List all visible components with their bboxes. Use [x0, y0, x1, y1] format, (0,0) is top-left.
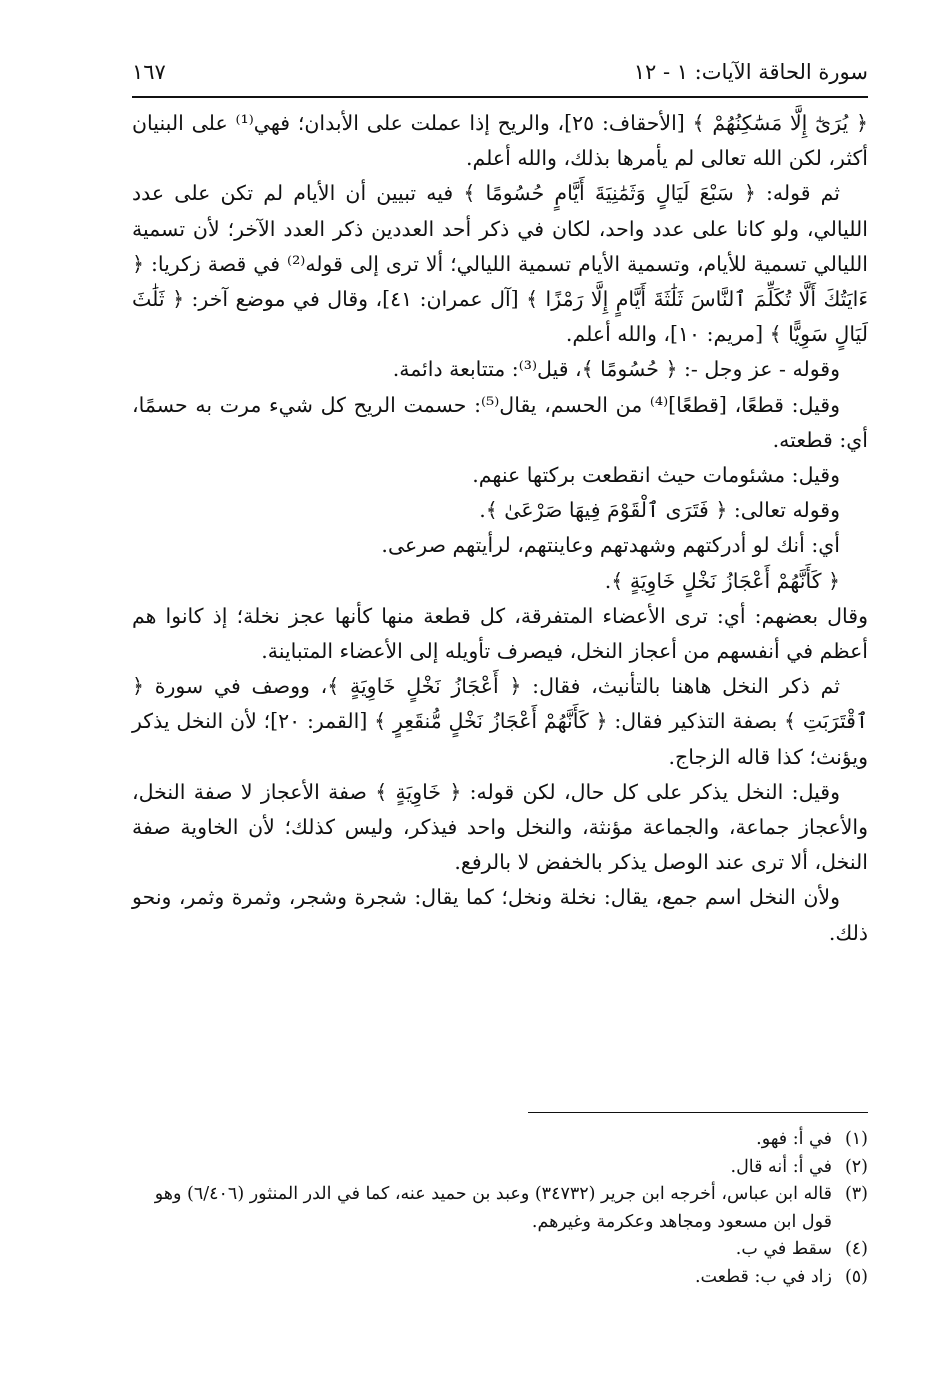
paragraph: وقال بعضهم: أي: ترى الأعضاء المتفرقة، كل قطعة منها كأنها عجز نخلة؛ إذ كانوا هم أعظم في أنفسهم من أعجاز النخل، فيصرف تأويله إلى الأعضاء المتباينة. — [132, 603, 868, 664]
paragraph: ثم قوله: ﴿ سَبْعَ لَيَالٍ وَثَمَٰنِيَةَ أَيَّامٍ حُسُومًا ﴾ فيه تبيين أن الأيام لم تكن على عدد الليالي، ولو كانا على عدد واحد، لكان في ذكر أحد العددين ذكر العدد الآخر؛ لأن تسمية الليالي تسمية للأيام، وتسمية الأيام تسمية الليالي؛ ألا ترى إلى قوله⁽²⁾ في قصة زكريا: ﴿ ءَايَتُكَ أَلَّا تُكَلِّمَ ٱلنَّاسَ ثَلَٰثَةَ أَيَّامٍ إِلَّا رَمْزًا ﴾ [آل عمران: ٤١]، وقال في موضع آخر: ﴿ ثَلَٰثَ لَيَالٍ سَوِيًّا ﴾ [مريم: ١٠]، والله أعلم. — [132, 181, 868, 347]
header-divider — [132, 96, 868, 98]
footnote-text: في أ: فهو. — [756, 1129, 832, 1149]
paragraph: وقيل: النخل يذكر على كل حال، لكن قوله: ﴿ خَاوِيَةٍ ﴾ صفة الأعجاز لا صفة النخل، والأعجاز جماعة، والجماعة مؤنثة، والنخل واحد فيذكر، وليس كذلك؛ لأن الخاوية صفة النخل، ألا ترى عند الوصل يذكر بالخفض لا بالرفع. — [132, 779, 868, 875]
paragraph: ﴿ يُرَىٰٓ إِلَّا مَسَٰكِنُهُمْ ﴾ [الأحقاف: ٢٥]، والريح إذا عملت على الأبدان؛ فهي⁽¹⁾ على البنيان أكثر، لكن الله تعالى لم يأمرها بذلك، والله أعلم. — [132, 111, 868, 171]
footnote-text: سقط في ب. — [735, 1239, 832, 1259]
running-header — [132, 52, 868, 92]
paragraph: ﴿ كَأَنَّهُمْ أَعْجَازُ نَخْلٍ خَاوِيَةٍ ﴾. — [604, 568, 840, 593]
page-number: ١٦٧ — [132, 60, 166, 84]
footnote-number: (٣) — [844, 1184, 868, 1204]
footnote — [132, 1126, 868, 1154]
footnote-number: (٢) — [844, 1156, 868, 1177]
paragraph: ولأن النخل اسم جمع، يقال: نخلة ونخل؛ كما يقال: شجرة وشجر، وثمرة وثمر، ونحو ذلك. — [132, 885, 868, 945]
paragraph: وقيل: مشئومات حيث انقطعت بركتها عنهم. — [472, 463, 840, 488]
paragraph: وقوله - عز وجل -: ﴿ حُسُومًا ﴾، قيل⁽³⁾: متتابعة دائمة. — [392, 357, 840, 382]
footnote-divider — [528, 1112, 868, 1113]
main-text — [132, 106, 868, 951]
footnote — [132, 1264, 868, 1292]
footnote-text: في أ: أنه قال. — [730, 1156, 832, 1177]
footnote — [132, 1181, 868, 1236]
paragraph: ثم ذكر النخل هاهنا بالتأنيث، فقال: ﴿ أَعْجَازُ نَخْلٍ خَاوِيَةٍ ﴾، ووصف في سورة ﴿ ٱقْتَرَبَتِ ﴾ بصفة التذكير فقال: ﴿ كَأَنَّهُمْ أَعْجَازُ نَخْلٍ مُّنقَعِرٍ ﴾ [القمر: ٢٠]؛ لأن النخل يذكر ويؤنث؛ كذا قاله الزجاج. — [132, 674, 868, 769]
paragraph: وقوله تعالى: ﴿ فَتَرَى ٱلْقَوْمَ فِيهَا صَرْعَىٰ ﴾. — [479, 498, 840, 523]
footnote — [132, 1154, 868, 1182]
footnote — [132, 1236, 868, 1264]
paragraph: وقيل: قطعًا، [قطعًا]⁽⁴⁾ من الحسم، يقال⁽⁵⁾: حسمت الريح كل شيء مرت به حسمًا، أي: قطعته. — [132, 392, 868, 452]
running-header-title: سورة الحاقة الآيات: ١ - ١٢ — [633, 60, 868, 84]
footnote-number: (٤) — [844, 1239, 868, 1259]
footnote-text: قاله ابن عباس، أخرجه ابن جرير (٣٤٧٣٢) وعبد بن حميد عنه، كما في الدر المنثور (٦/٤٠٦) وهو قول ابن مسعود ومجاهد وعكرمة وغيرهم. — [154, 1184, 832, 1232]
footnote-number: (١) — [844, 1129, 868, 1149]
footnotes — [132, 1126, 868, 1291]
footnote-number: (٥) — [844, 1266, 868, 1287]
paragraph: أي: أنك لو أدركتهم وشهدتهم وعاينتهم، لرأيتهم صرعى. — [381, 533, 840, 558]
footnote-text: زاد في ب: قطعت. — [694, 1266, 832, 1287]
